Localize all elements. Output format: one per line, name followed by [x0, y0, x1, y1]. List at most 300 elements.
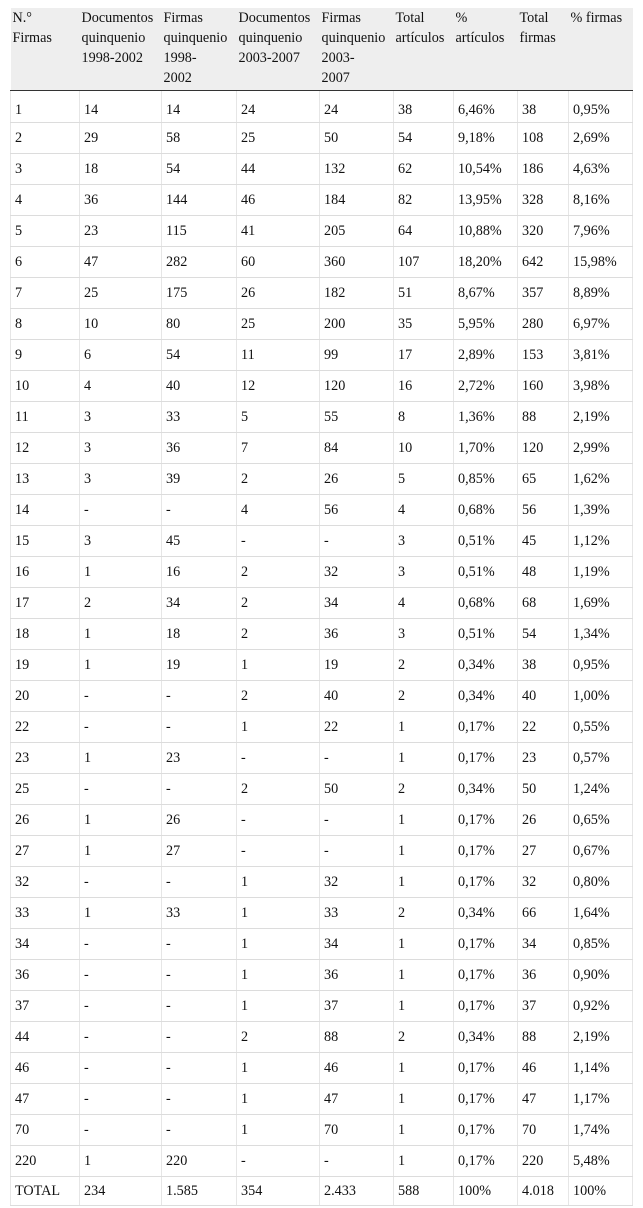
table-cell: 22 [320, 712, 394, 743]
table-row [11, 805, 633, 836]
table-cell: 7 [11, 278, 80, 309]
table-cell: 2 [237, 774, 320, 805]
table-cell: 50 [320, 774, 394, 805]
table-cell: 588 [394, 1177, 454, 1206]
table-cell: 36 [320, 619, 394, 650]
table-cell: - [162, 774, 237, 805]
table-cell: 70 [518, 1115, 569, 1146]
table-cell: 25 [11, 774, 80, 805]
table-cell: 2 [394, 1022, 454, 1053]
table-cell: - [162, 867, 237, 898]
table-cell: 0,17% [454, 1146, 518, 1177]
table-cell: 36 [320, 960, 394, 991]
table-cell: - [162, 1084, 237, 1115]
column-header [394, 8, 454, 91]
table-cell: 1 [394, 1084, 454, 1115]
table-cell: 1 [394, 867, 454, 898]
table-cell: 220 [11, 1146, 80, 1177]
table-cell: 47 [11, 1084, 80, 1115]
table-cell: 144 [162, 185, 237, 216]
table-cell: 4 [394, 495, 454, 526]
table-cell: 70 [320, 1115, 394, 1146]
table-cell: 1 [80, 898, 162, 929]
column-header-line: 2003- [321, 50, 355, 66]
table-row [11, 247, 633, 278]
column-header-line: 2007 [321, 70, 350, 86]
table-cell: 1,70% [454, 433, 518, 464]
table-cell: 45 [162, 526, 237, 557]
table-row [11, 123, 633, 154]
table-cell: 120 [320, 371, 394, 402]
table-cell: 3,98% [569, 371, 633, 402]
table-cell: 45 [518, 526, 569, 557]
table-cell: 220 [162, 1146, 237, 1177]
table-cell: 8,16% [569, 185, 633, 216]
table-cell: 186 [518, 154, 569, 185]
table-cell: 36 [80, 185, 162, 216]
table-cell: 1 [237, 960, 320, 991]
table-cell: 184 [320, 185, 394, 216]
table-cell: 8 [11, 309, 80, 340]
table-cell: 32 [11, 867, 80, 898]
table-row [11, 588, 633, 619]
table-cell: 3 [394, 557, 454, 588]
table-cell: 5 [11, 216, 80, 247]
table-row [11, 743, 633, 774]
table-cell: - [320, 805, 394, 836]
column-header-line: Firmas [163, 10, 203, 26]
table-cell: 44 [11, 1022, 80, 1053]
table-cell: - [80, 712, 162, 743]
table-cell: 11 [237, 340, 320, 371]
table-cell: 1 [80, 836, 162, 867]
table-cell: 15 [11, 526, 80, 557]
table-cell: 16 [394, 371, 454, 402]
table-cell: 0,17% [454, 991, 518, 1022]
table-cell: 54 [162, 340, 237, 371]
column-header-line: quinquenio [238, 30, 303, 46]
table-cell: 2,89% [454, 340, 518, 371]
column-header [320, 8, 394, 91]
table-cell: 153 [518, 340, 569, 371]
table-cell: 0,57% [569, 743, 633, 774]
table-cell: 18 [80, 154, 162, 185]
column-header-line: Firmas [12, 30, 52, 46]
table-cell: 5 [237, 402, 320, 433]
table-cell: 4 [394, 588, 454, 619]
table-cell: 17 [394, 340, 454, 371]
table-body [11, 91, 633, 1206]
table-cell: 1,39% [569, 495, 633, 526]
table-cell: 2,19% [569, 402, 633, 433]
table-cell: 1 [237, 991, 320, 1022]
table-cell: 3 [394, 619, 454, 650]
table-cell: 88 [518, 402, 569, 433]
table-cell: 1 [394, 836, 454, 867]
table-cell: 26 [237, 278, 320, 309]
table-row [11, 91, 633, 123]
table-cell: 0,17% [454, 836, 518, 867]
column-header-line: 2002 [163, 70, 192, 86]
table-cell: 1 [80, 650, 162, 681]
table-cell: 2 [80, 588, 162, 619]
table-cell: 2 [237, 1022, 320, 1053]
table-cell: 38 [518, 650, 569, 681]
table-cell: 8,67% [454, 278, 518, 309]
table-cell: 220 [518, 1146, 569, 1177]
table-cell: 12 [237, 371, 320, 402]
table-row [11, 371, 633, 402]
table-cell: 99 [320, 340, 394, 371]
table-cell: 35 [394, 309, 454, 340]
table-cell: 18 [11, 619, 80, 650]
table-cell: 36 [162, 433, 237, 464]
table-cell: - [237, 743, 320, 774]
column-header-line: Documentos [81, 10, 154, 26]
table-cell: 0,51% [454, 526, 518, 557]
column-header-line: 2003-2007 [238, 50, 300, 66]
table-cell: 25 [80, 278, 162, 309]
table-cell: 1,00% [569, 681, 633, 712]
header-row [11, 8, 633, 91]
table-cell: 34 [320, 588, 394, 619]
table-cell: 56 [320, 495, 394, 526]
table-cell: 282 [162, 247, 237, 278]
table-cell: 8 [394, 402, 454, 433]
table-cell: 34 [518, 929, 569, 960]
table-cell: 1,12% [569, 526, 633, 557]
table-cell: 1 [394, 960, 454, 991]
table-cell: 7 [237, 433, 320, 464]
table-cell: 1,19% [569, 557, 633, 588]
table-cell: 40 [320, 681, 394, 712]
table-cell: 33 [11, 898, 80, 929]
table-cell: 27 [11, 836, 80, 867]
table-row [11, 557, 633, 588]
table-cell: 38 [394, 91, 454, 123]
table-cell: 0,67% [569, 836, 633, 867]
table-cell: 175 [162, 278, 237, 309]
table-cell: 1 [80, 1146, 162, 1177]
table-cell: 3 [80, 402, 162, 433]
table-row [11, 774, 633, 805]
table-cell: 2,99% [569, 433, 633, 464]
table-cell: 120 [518, 433, 569, 464]
table-cell: 44 [237, 154, 320, 185]
table-cell: 0,51% [454, 619, 518, 650]
column-header [518, 8, 569, 91]
table-cell: 39 [162, 464, 237, 495]
table-cell: 1 [394, 712, 454, 743]
table-cell: 2,19% [569, 1022, 633, 1053]
table-cell: - [80, 1022, 162, 1053]
table-row [11, 836, 633, 867]
table-cell: 26 [162, 805, 237, 836]
table-cell: 1 [80, 805, 162, 836]
table-cell: 54 [394, 123, 454, 154]
table-cell: 0,95% [569, 91, 633, 123]
table-cell: 0,80% [569, 867, 633, 898]
column-header [569, 8, 633, 91]
table-cell: 9 [11, 340, 80, 371]
table-cell: 26 [11, 805, 80, 836]
table-row [11, 867, 633, 898]
table-cell: 66 [518, 898, 569, 929]
table-cell: 0,17% [454, 712, 518, 743]
table-row [11, 402, 633, 433]
table-cell: 0,68% [454, 588, 518, 619]
table-cell: 40 [162, 371, 237, 402]
table-cell: 33 [162, 402, 237, 433]
table-cell: 182 [320, 278, 394, 309]
table-cell: 7,96% [569, 216, 633, 247]
table-cell: - [320, 1146, 394, 1177]
table-cell: 200 [320, 309, 394, 340]
table-row [11, 960, 633, 991]
table-cell: 1 [237, 1053, 320, 1084]
table-row [11, 712, 633, 743]
table-cell: 132 [320, 154, 394, 185]
column-header-line: quinquenio [163, 30, 228, 46]
table-cell: 16 [11, 557, 80, 588]
table-cell: 1,36% [454, 402, 518, 433]
table-cell: 0,17% [454, 867, 518, 898]
column-header [162, 8, 237, 91]
table-cell: 0,90% [569, 960, 633, 991]
table-row [11, 1146, 633, 1177]
table-cell: 20 [11, 681, 80, 712]
table-cell: 47 [518, 1084, 569, 1115]
table-cell: 55 [320, 402, 394, 433]
table-cell: - [162, 681, 237, 712]
table-cell: 1 [394, 805, 454, 836]
table-cell: - [80, 1084, 162, 1115]
table-cell: 2,72% [454, 371, 518, 402]
table-cell: 1,74% [569, 1115, 633, 1146]
table-cell: 10 [11, 371, 80, 402]
table-container [10, 8, 632, 1206]
table-cell: 115 [162, 216, 237, 247]
table-cell: 33 [162, 898, 237, 929]
table-cell: 0,95% [569, 650, 633, 681]
table-cell: 1 [237, 898, 320, 929]
table-cell: 50 [518, 774, 569, 805]
table-cell: 1 [80, 557, 162, 588]
table-row [11, 526, 633, 557]
table-cell: 1 [237, 867, 320, 898]
table-cell: 0,17% [454, 743, 518, 774]
table-cell: 16 [162, 557, 237, 588]
table-row [11, 1084, 633, 1115]
table-cell: 40 [518, 681, 569, 712]
table-row [11, 650, 633, 681]
table-cell: 48 [518, 557, 569, 588]
table-cell: 1 [237, 712, 320, 743]
table-cell: 6 [11, 247, 80, 278]
table-cell: 0,92% [569, 991, 633, 1022]
table-cell: 24 [320, 91, 394, 123]
column-header-line: firmas [519, 30, 556, 46]
table-cell: - [162, 712, 237, 743]
table-cell: 2 [237, 464, 320, 495]
table-cell: 1 [80, 619, 162, 650]
column-header-line: 1998-2002 [81, 50, 143, 66]
table-cell: 328 [518, 185, 569, 216]
table-cell: 13,95% [454, 185, 518, 216]
table-cell: 32 [518, 867, 569, 898]
table-cell: 37 [320, 991, 394, 1022]
table-cell: 0,85% [454, 464, 518, 495]
table-cell: 34 [162, 588, 237, 619]
table-cell: 82 [394, 185, 454, 216]
table-cell: 46 [518, 1053, 569, 1084]
table-cell: 37 [518, 991, 569, 1022]
table-cell: - [162, 960, 237, 991]
table-cell: 1.585 [162, 1177, 237, 1206]
data-table [10, 8, 633, 1206]
table-cell: 0,34% [454, 1022, 518, 1053]
table-cell: 0,17% [454, 1115, 518, 1146]
table-cell: 357 [518, 278, 569, 309]
table-cell: 2 [394, 774, 454, 805]
table-cell: - [320, 836, 394, 867]
table-cell: - [80, 867, 162, 898]
table-cell: - [80, 1053, 162, 1084]
table-cell: 2 [237, 681, 320, 712]
table-cell: 19 [162, 650, 237, 681]
table-cell: 68 [518, 588, 569, 619]
table-cell: 0,17% [454, 929, 518, 960]
column-header-line: quinquenio [81, 30, 146, 46]
table-cell: 60 [237, 247, 320, 278]
table-cell: 360 [320, 247, 394, 278]
table-row [11, 619, 633, 650]
table-cell: 100% [454, 1177, 518, 1206]
table-cell: 4 [11, 185, 80, 216]
table-cell: 0,17% [454, 805, 518, 836]
column-header-line: quinquenio [321, 30, 386, 46]
table-cell: 3,81% [569, 340, 633, 371]
table-cell: 50 [320, 123, 394, 154]
table-row [11, 216, 633, 247]
column-header-line: % [455, 10, 468, 26]
total-row [11, 1177, 633, 1206]
table-cell: 205 [320, 216, 394, 247]
table-row [11, 1053, 633, 1084]
table-cell: 17 [11, 588, 80, 619]
table-cell: 25 [237, 309, 320, 340]
table-cell: 1,17% [569, 1084, 633, 1115]
table-cell: 3 [80, 464, 162, 495]
table-cell: 36 [518, 960, 569, 991]
table-cell: 1 [237, 929, 320, 960]
table-cell: 5 [394, 464, 454, 495]
table-cell: 64 [394, 216, 454, 247]
table-row [11, 681, 633, 712]
table-cell: 56 [518, 495, 569, 526]
table-cell: 2 [11, 123, 80, 154]
table-cell: 18,20% [454, 247, 518, 278]
table-cell: 1 [80, 743, 162, 774]
table-cell: 13 [11, 464, 80, 495]
table-cell: 1 [394, 991, 454, 1022]
table-cell: 0,51% [454, 557, 518, 588]
column-header-line: artículos [395, 30, 445, 46]
table-cell: 10 [80, 309, 162, 340]
table-cell: 100% [569, 1177, 633, 1206]
table-cell: 25 [237, 123, 320, 154]
table-cell: 1 [237, 1115, 320, 1146]
table-cell: 10,54% [454, 154, 518, 185]
table-cell: 1,69% [569, 588, 633, 619]
table-cell: 3 [80, 433, 162, 464]
table-cell: 320 [518, 216, 569, 247]
table-cell: 23 [80, 216, 162, 247]
table-cell: 47 [80, 247, 162, 278]
table-cell: 1 [237, 1084, 320, 1115]
table-cell: 1,34% [569, 619, 633, 650]
table-cell: 15,98% [569, 247, 633, 278]
table-row [11, 185, 633, 216]
table-row [11, 433, 633, 464]
table-cell: 46 [11, 1053, 80, 1084]
table-cell: 1,64% [569, 898, 633, 929]
table-row [11, 495, 633, 526]
table-cell: 34 [320, 929, 394, 960]
table-cell: 23 [162, 743, 237, 774]
table-cell: 642 [518, 247, 569, 278]
table-row [11, 309, 633, 340]
table-cell: 29 [80, 123, 162, 154]
table-cell: 2 [394, 681, 454, 712]
table-cell: 33 [320, 898, 394, 929]
table-cell: - [320, 743, 394, 774]
table-cell: 108 [518, 123, 569, 154]
table-cell: 4 [80, 371, 162, 402]
table-cell: - [80, 1115, 162, 1146]
table-cell: - [162, 1115, 237, 1146]
column-header-line: Total [395, 10, 425, 26]
table-cell: - [162, 495, 237, 526]
column-header-line: Documentos [238, 10, 311, 26]
table-cell: 18 [162, 619, 237, 650]
table-cell: 2 [394, 898, 454, 929]
table-cell: 1,24% [569, 774, 633, 805]
table-cell: - [237, 805, 320, 836]
table-cell: 6,46% [454, 91, 518, 123]
table-cell: 70 [11, 1115, 80, 1146]
table-cell: 14 [80, 91, 162, 123]
column-header-line: artículos [455, 30, 505, 46]
table-cell: 46 [320, 1053, 394, 1084]
table-cell: 1 [394, 1146, 454, 1177]
table-cell: 80 [162, 309, 237, 340]
table-cell: 2 [237, 557, 320, 588]
table-cell: 0,85% [569, 929, 633, 960]
table-cell: 8,89% [569, 278, 633, 309]
table-cell: 23 [518, 743, 569, 774]
table-cell: 58 [162, 123, 237, 154]
column-header-line: Total [519, 10, 549, 26]
table-cell: 46 [237, 185, 320, 216]
column-header [11, 8, 80, 91]
table-cell: 280 [518, 309, 569, 340]
table-cell: 19 [320, 650, 394, 681]
table-row [11, 929, 633, 960]
table-cell: - [162, 1053, 237, 1084]
table-cell: 54 [518, 619, 569, 650]
table-cell: - [237, 1146, 320, 1177]
